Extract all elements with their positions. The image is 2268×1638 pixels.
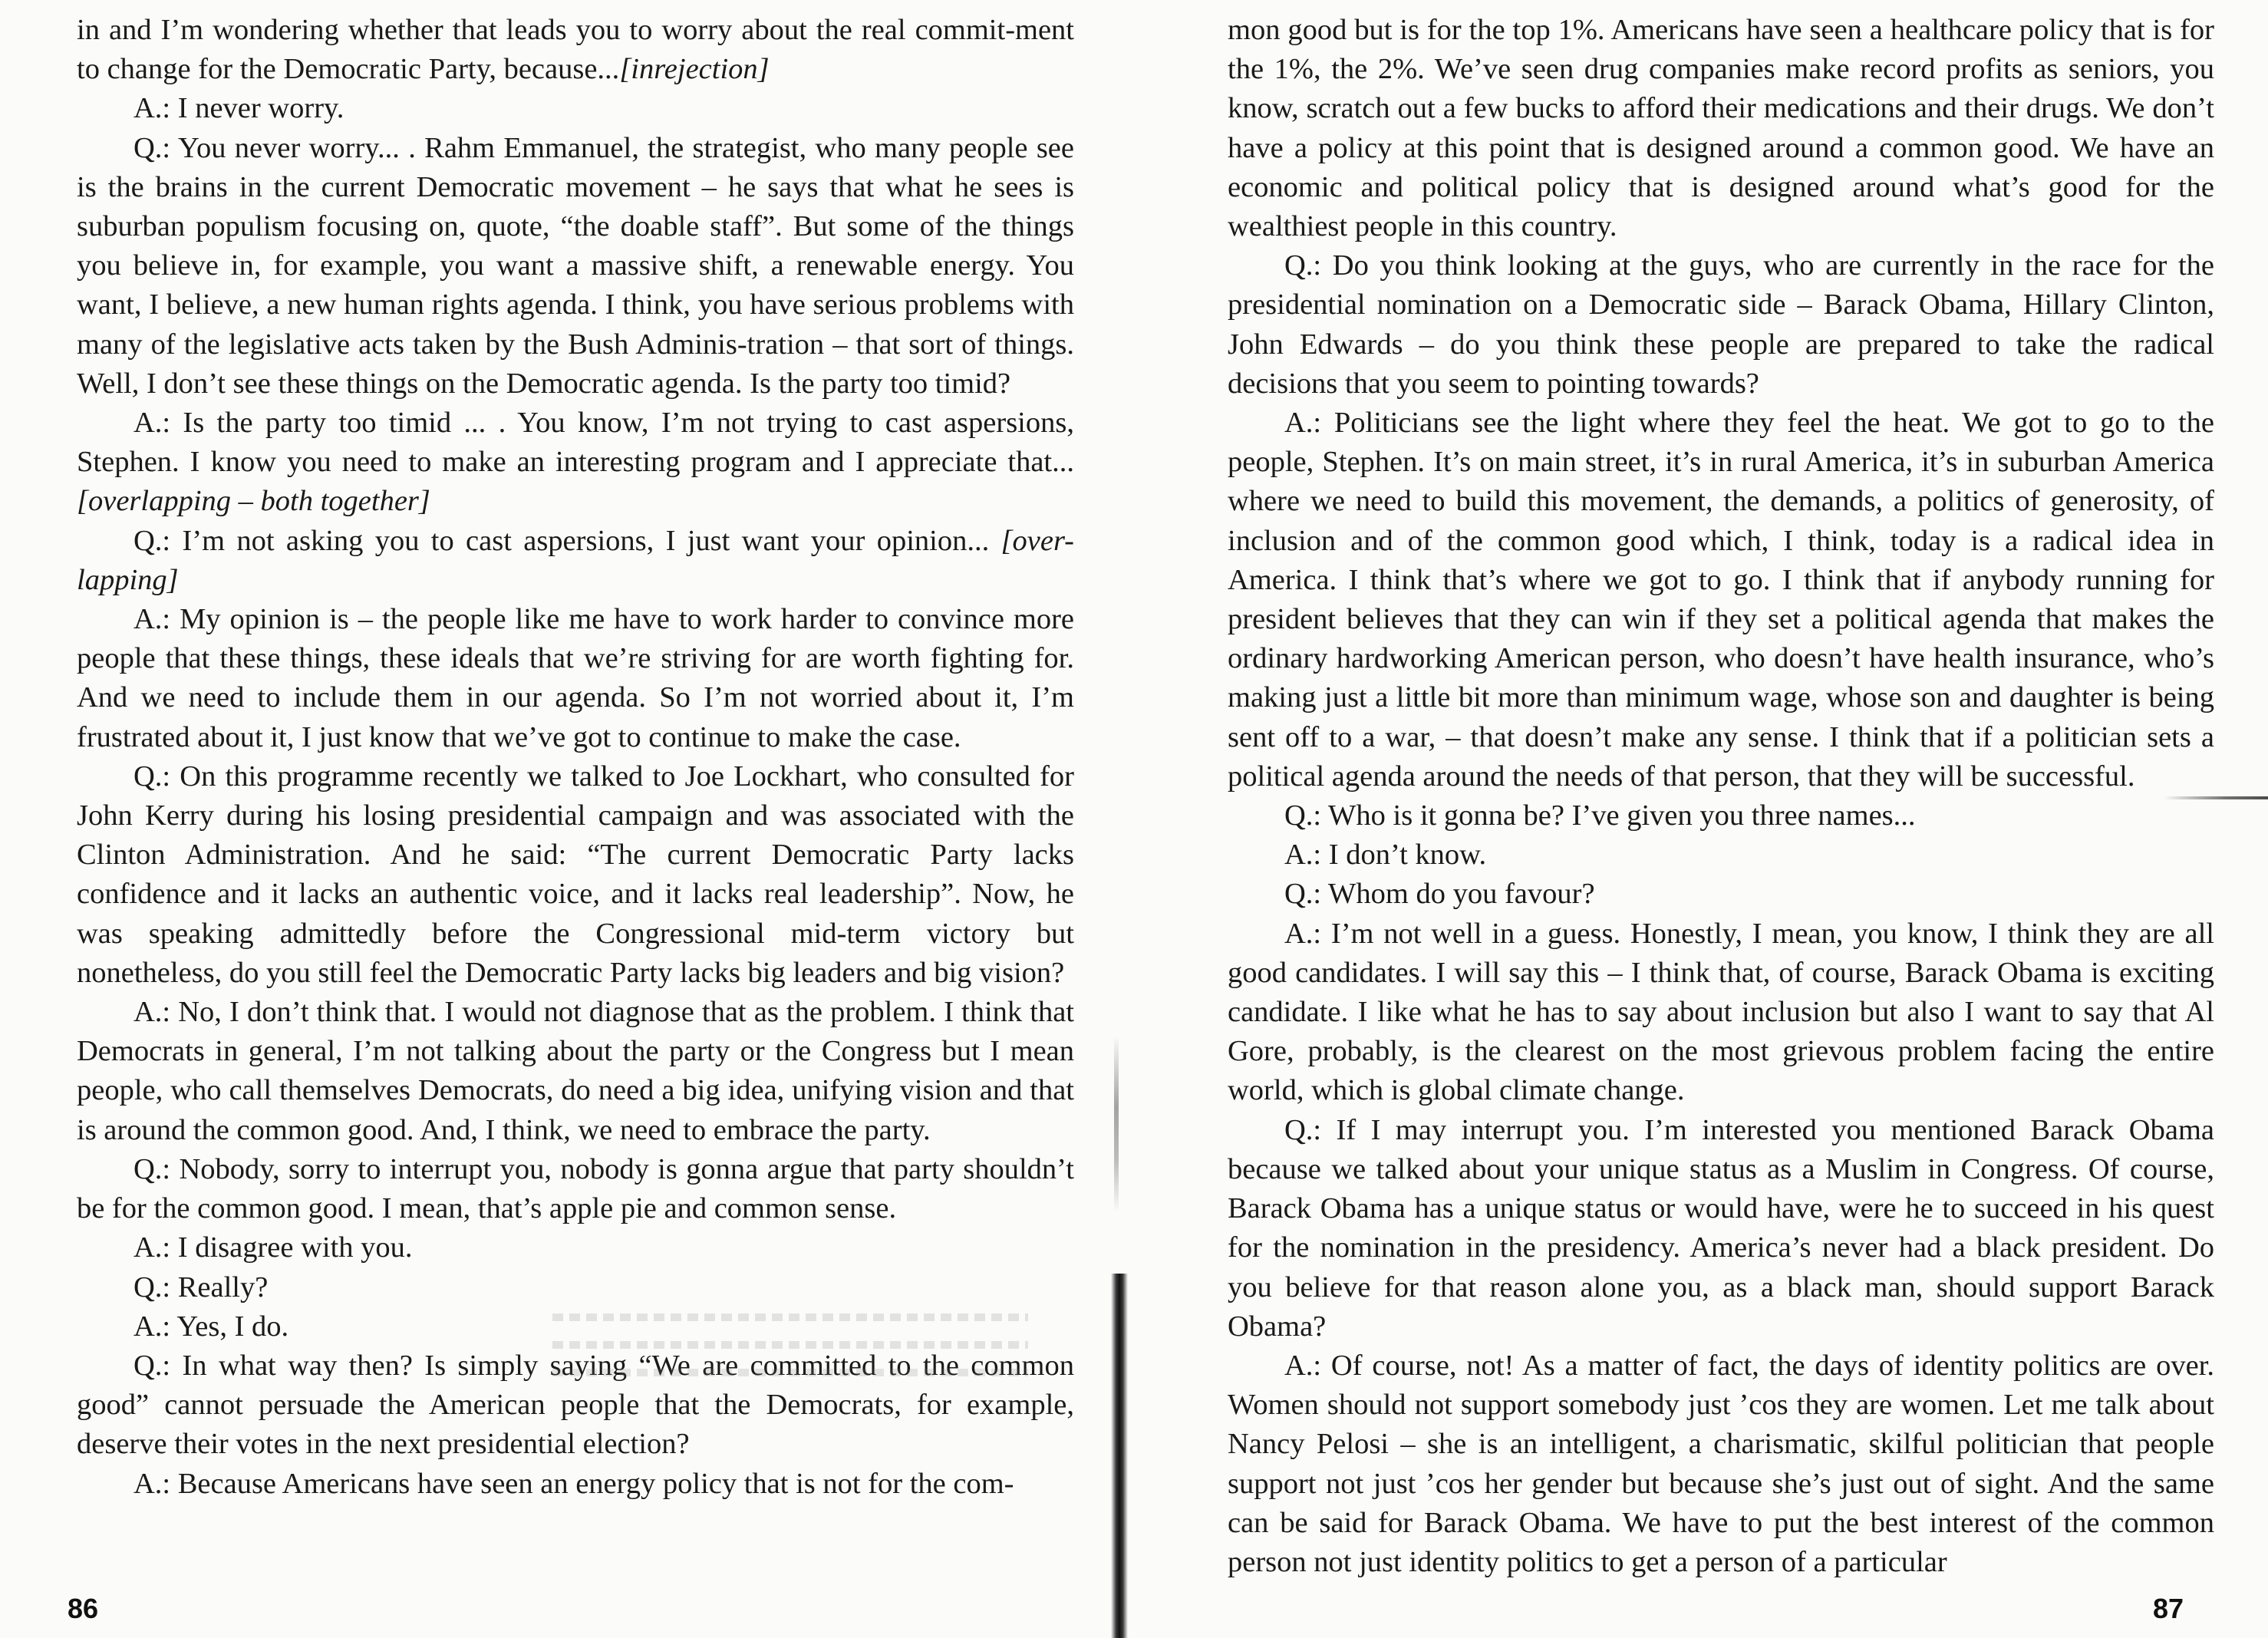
paragraph-text: You never worry... . Rahm Emmanuel, the strategist, who many people see is the brains in the current Democratic movement – he says that what he sees is suburban populism focusing on, quote, “the doable staff”. But some of the things you believe in, for example, you want a massive shift, a renewable energy. You want, I believe, a new human rights agenda. I think, you have serious problems with many of the legislative acts taken by the Bush Adminis-tration – that sort of things. Well, I don’t see these things on the Democratic agenda. Is the party too timid? (77, 131, 1074, 400)
paragraph (1228, 875, 2214, 914)
paragraph-text: I disagree with you. (170, 1231, 413, 1264)
paragraph-text: mon good but is for the top 1%. Americans have seen a healthcare policy that is for the 1%, the 2%. We’ve seen drug companies make record profits as seniors, you know, scratch out a few bucks to afford their medications and their drugs. We don’t have a policy at this point that is designed around a common good. We have an economic and political policy that is designed around what’s good for the wealthiest people in this country. (1228, 14, 2214, 243)
speaker-label: Q.: (1284, 249, 1322, 282)
paragraph-text: Because Americans have seen an energy policy that is not for the com- (170, 1467, 1014, 1500)
stage-direction: [inrejection] (619, 53, 770, 86)
paragraph-text: No, I don’t think that. I would not diagnose that as the problem. I think that Democrats in general, I’m not talking about the party or the Congress but I mean people, who call themselves Democrats, do need a big idea, unifying vision and that is around the common good. And, I think, we need to embrace the party. (77, 996, 1074, 1146)
paragraph (77, 129, 1074, 404)
paragraph-text: Who is it gonna be? I’ve given you three names... (1321, 799, 1916, 832)
speaker-label: Q.: (134, 1271, 171, 1303)
paragraph (77, 89, 1074, 128)
speaker-label: Q.: (1284, 1113, 1322, 1146)
speaker-label: A.: (1284, 407, 1322, 440)
bleed-through-text (552, 1297, 1028, 1419)
speaker-label: Q.: (134, 760, 171, 793)
paragraph-text: In what way then? Is simply saying “We are committed to the common good” cannot persuade the American people that the Democrats, for example, deserve their votes in the next presidential election? (77, 1349, 1074, 1461)
gutter-shadow (1111, 1274, 1128, 1638)
paragraph (77, 522, 1074, 600)
paragraph-text: Yes, I do. (170, 1310, 289, 1343)
gutter-shadow-faint (1114, 1036, 1119, 1212)
left-page (77, 11, 1074, 1504)
speaker-label: A.: (134, 1310, 171, 1343)
paragraph (1228, 1111, 2214, 1346)
speaker-label: A.: (134, 407, 171, 440)
paragraph (77, 1465, 1074, 1504)
stage-direction: [overlapping – both together] (77, 485, 430, 518)
paragraph (1228, 11, 2214, 246)
paragraph-text: Really? (170, 1271, 269, 1303)
speaker-label: Q.: (1284, 878, 1322, 911)
speaker-label: A.: (134, 1231, 171, 1264)
speaker-label: Q.: (1284, 799, 1322, 832)
paragraph-text: Of course, not! As a matter of fact, the days of identity politics are over. Women should not support somebody just ’cos they are women. Let me talk about Nancy Pelosi – she is an intelligent, a charismatic, skilful politician that people support not just ’cos her gender but because she’s just out of sight. And the same can be said for Barack Obama. We have to put the best interest of the common person not just identity politics to get a person of a particular (1228, 1349, 2214, 1578)
paragraph-text: Do you think looking at the guys, who are currently in the race for the presidential nomination on a Democratic side – Barack Obama, Hillary Clinton, John Edwards – do you think these people are prepared to take the radical decisions that you seem to pointing towards? (1228, 249, 2214, 400)
paragraph-text: in and I’m wondering whether that leads you to worry about the real commit-ment to change for the Democratic Party, because... (77, 14, 1074, 86)
paragraph (1228, 915, 2214, 1111)
margin-pencil-mark (2164, 796, 2268, 799)
speaker-label: Q.: (134, 1349, 171, 1382)
paragraph (1228, 835, 2214, 875)
paragraph-text: Politicians see the light where they feel the heat. We got to go to the people, Stephen. It’s on main street, it’s in rural America, it’s in suburban America where we need to build this movement, the demands, a politics of generosity, of inclusion and of the common good which, I think, today is a radical idea in America. I think that’s where we got to go. I think that if anybody running for president believes that they can win if they set a political agenda that makes the ordinary hardworking American person, who doesn’t have health insurance, who’s making just a little bit more than minimum wage, whose son and daughter is being sent off to a war, – that doesn’t make any sense. I think that if a politician sets a political agenda around the needs of that person, that they will be successful. (1228, 407, 2214, 793)
left-page-number: 86 (68, 1593, 99, 1624)
paragraph (77, 757, 1074, 993)
paragraph (77, 1228, 1074, 1267)
speaker-label: A.: (134, 996, 171, 1029)
paragraph (77, 993, 1074, 1150)
paragraph-text: I don’t know. (1321, 839, 1487, 872)
paragraph-text: Whom do you favour? (1321, 878, 1595, 911)
speaker-label: A.: (1284, 917, 1322, 950)
speaker-label: A.: (1284, 1349, 1322, 1382)
paragraph-text: Is the party too timid ... . You know, I’m not trying to cast aspersions, Stephen. I know you need to make an interesting program and I appreciate that... (77, 407, 1074, 479)
right-page-number: 87 (2153, 1593, 2184, 1624)
paragraph-text: If I may interrupt you. I’m interested you mentioned Barack Obama because we talked about your unique status as a Muslim in Congress. Of course, Barack Obama has a unique status or would have, were he to succeed in his quest for the nomination in the presidency. America’s never had a black president. Do you believe for that reason alone you, as a black man, should support Barack Obama? (1228, 1113, 2214, 1343)
speaker-label: Q.: (134, 1152, 171, 1185)
paragraph (1228, 1346, 2214, 1582)
speaker-label: A.: (134, 92, 171, 125)
speaker-label: Q.: (134, 131, 171, 164)
paragraph-text: I’m not asking you to cast aspersions, I just want your opinion... (170, 524, 1001, 557)
paragraph-text: I’m not well in a guess. Honestly, I mean, you know, I think they are all good candidates. I will say this – I think that, of course, Barack Obama is exciting candidate. I like what he has to say about inclusion but also I want to say that Al Gore, probably, is the clearest on the most grievous problem facing the entire world, which is global climate change. (1228, 917, 2214, 1107)
right-page (1228, 11, 2214, 1582)
paragraph-text: Nobody, sorry to interrupt you, nobody is gonna argue that party shouldn’t be for the common good. I mean, that’s apple pie and common sense. (77, 1152, 1074, 1225)
speaker-label: A.: (134, 603, 171, 636)
paragraph (1228, 404, 2214, 796)
paragraph (77, 404, 1074, 522)
paragraph (77, 600, 1074, 757)
stage-direction: [over-lapping] (77, 524, 1074, 596)
speaker-label: A.: (134, 1467, 171, 1500)
paragraph (1228, 246, 2214, 404)
paragraph-text: On this programme recently we talked to Joe Lockhart, who consulted for John Kerry during his losing presidential campaign and was associated with the Clinton Administration. And he said: “The current Democratic Party lacks confidence and it lacks an authentic voice, and it lacks real leadership”. Now, he was speaking admittedly before the Congressional mid-term victory but nonetheless, do you still feel the Democratic Party lacks big leaders and big vision? (77, 760, 1074, 989)
paragraph (77, 1150, 1074, 1228)
paragraph (77, 11, 1074, 89)
paragraph-text: My opinion is – the people like me have to work harder to convince more people that these things, these ideals that we’re striving for are worth fighting for. And we need to include them in our agenda. So I’m not worried about it, I’m frustrated about it, I just know that we’ve got to continue to make the case. (77, 603, 1074, 753)
paragraph (1228, 796, 2214, 835)
paragraph-text: I never worry. (170, 92, 344, 125)
speaker-label: Q.: (134, 524, 171, 557)
speaker-label: A.: (1284, 839, 1322, 872)
